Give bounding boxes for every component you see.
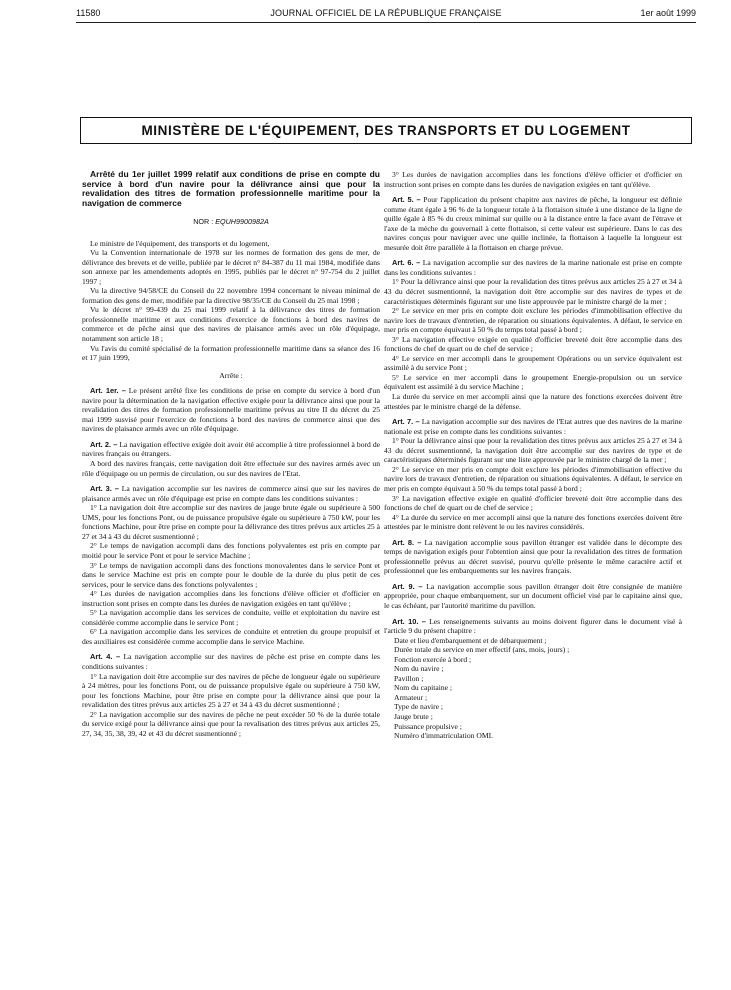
article-paragraph: La durée du service en mer accompli ainsi que la nature des fonctions exercées doivent être attestées par le ministre chargé de la défense.: [384, 392, 682, 411]
issue-date: 1er août 1999: [640, 8, 696, 18]
preamble-line: Vu la Convention internationale de 1978 sur les normes de formation des gens de mer, de délivrance des brevets et de veille, publiée par le décret n° 84-387 du 11 mai 1984, modifiée dans son annexe par les amendements adoptés en 1995, publiés par le décret n° 97-754 du 2 juillet 1997 ;: [82, 248, 380, 286]
preamble-line: Vu l'avis du comité spécialisé de la formation professionnelle maritime dans sa séance des 16 et 17 juin 1999,: [82, 343, 380, 363]
nor-reference: [82, 217, 380, 227]
article-3: [82, 484, 380, 503]
article-label: Art. 3. –: [90, 484, 119, 494]
article-text: La navigation effective exigée doit avoir été accomplie à titre professionnel à bord de navires français ou étrangers.: [82, 439, 380, 459]
article-label: Art. 5. –: [392, 195, 421, 205]
article-item: 3° Le temps de navigation accompli dans des fonctions monovalentes dans le service Pont et dans le service Machine est pris en compte pour le double de la durée du plus petit de ces services, pour le service dans des fonctions polyvalentes ;: [82, 560, 380, 589]
list-item: Date et lieu d'embarquement et de débarquement ;: [394, 635, 547, 645]
article-7: [384, 417, 682, 436]
article-label: Art. 10. –: [392, 616, 426, 626]
article-5: [384, 195, 682, 252]
article-paragraph: A bord des navires français, cette navigation doit être effectuée sur des navires armés avec un rôle d'équipage ou un permis de circulation, ou sur des navires de l'Etat.: [82, 459, 380, 478]
list-item: Nom du navire ;: [394, 664, 444, 674]
article-item: 5° Le service en mer accompli dans le groupement Energie-propulsion ou un service équivalent est assimilé à du service Machine ;: [384, 372, 682, 392]
article-item: 2° Le service en mer pris en compte doit exclure les périodes d'immobilisation effective du navire lors de travaux d'entretien, de réparation ou situations équivalentes. A défaut, le service en mer pris en compte équivaut à 50 % du temps total passé à bord ;: [384, 306, 682, 335]
preamble-line: Le ministre de l'équipement, des transports et du logement,: [90, 238, 270, 248]
article-item: 1° La navigation doit être accomplie sur des navires de pêche de longueur égale ou supérieure à 24 mètres, pour les fonctions Pont, ou de puissance propulsive égale ou supérieure à 750 kW, pour les fonctions Machine, pour être prise en compte pour la délivrance ainsi que pour la revalidation des titres prévus aux articles 25 à 27 et 34 à 43 du décret susmentionné ;: [82, 671, 380, 710]
article-item: 2° La navigation accomplie sur des navires de pêche ne peut excéder 50 % de la durée totale du service exigé pour la délivrance ainsi que pour la revalisation des titres prévus aux articles 25, 27, 34, 35, 38, 39, 42 et 43 du décret susmentionné ;: [82, 709, 380, 738]
article-8: [384, 538, 682, 576]
article-text: La navigation accomplie sur des navires de pêche est prise en compte dans les conditions suivantes :: [82, 652, 380, 671]
article-label: Art. 7. –: [392, 417, 420, 427]
article-label: Art. 1er. –: [90, 386, 126, 396]
article-label: Art. 2. –: [90, 439, 118, 449]
document-fields-list: [384, 636, 682, 741]
article-item: 1° Pour la délivrance ainsi que pour la revalidation des titres prévus aux articles 25 à 27 et 34 à 43 du décret susmentionné, la navigation doit être accomplie sur des navires de type et de caractéristiques déterminés figurant sur une liste approuvée par le ministre chargé de la mer ;: [384, 436, 682, 465]
article-item: 6° La navigation accomplie dans les services de conduite et entretien du groupe propulsif et des auxiliaires est considérée comme accomplie dans le service Machine.: [82, 627, 380, 646]
preamble-line: Vu la directive 94/58/CE du Conseil du 22 novembre 1994 concernant le niveau minimal de formation des gens de mer, modifiée par la directive 98/35/CE du Conseil du 25 mai 1998 ;: [82, 286, 380, 305]
header-rule: [76, 22, 696, 23]
article-item: 4° Le service en mer accompli dans le groupement Opérations ou un service équivalent est assimilé à du service Pont ;: [384, 353, 682, 373]
list-item: Jauge brute ;: [394, 711, 433, 721]
article-label: Art. 8. –: [392, 537, 422, 547]
article-item: 3° Les durées de navigation accomplies dans les fonctions d'élève officier et d'officier en instruction sont prises en compte dans les durées de navigation exigées en tant qu'élève.: [384, 170, 682, 189]
left-column: [82, 170, 380, 738]
nor-value: EQUH9900982A: [215, 217, 269, 226]
list-item: Type de navire ;: [394, 702, 444, 712]
article-item: 2° Le temps de navigation accompli dans des fonctions polyvalentes est pris en compte par moitié pour le service Pont et pour le service Machine ;: [82, 541, 380, 560]
article-label: Art. 9. –: [392, 581, 423, 591]
article-2: [82, 440, 380, 459]
article-10: [384, 617, 682, 636]
article-item: 5° La navigation accomplie dans les services de conduite, veille et exploitation du navire est considérée comme accomplie dans le service Pont ;: [82, 608, 380, 627]
article-text: Les renseignements suivants au moins doivent figurer dans le document visé à l'article 9 du présent chapitre :: [384, 616, 682, 636]
list-item: Durée totale du service en mer effectif (ans, mois, jours) ;: [394, 645, 570, 655]
article-4: [82, 652, 380, 671]
article-text: Pour l'application du présent chapitre aux navires de pêche, la longueur est définie comme étant égale à 96 % de la longueur totale à la flottaison située à une distance de la ligne de quille égale à 85 % du creux minimal sur quille ou à la distance entre la face avant de l'étrave et l'axe de la mèche du gouvernail à cette flottaison, si cette valeur est supérieure. Dans le cas des navires conçus pour naviguer avec une quille inclinée, la flottaison à laquelle la longueur est mesurée doit être parallèle à la flottaison en charge prévue.: [384, 195, 682, 252]
article-item: 3° La navigation effective exigée en qualité d'officier breveté doit être accomplie dans des fonctions de chef de quart ou de chef de service ;: [384, 493, 682, 513]
article-6: [384, 258, 682, 277]
article-text: La navigation accomplie sur les navires de commerce ainsi que sur les navires de plaisance armés avec un rôle d'équipage est prise en compte dans les conditions suivantes :: [82, 484, 380, 503]
article-text: La navigation accomplie sous pavillon étranger doit être consignée de manière appropriée, pour chaque embarquement, sur un document officiel visé par le capitaine ainsi que, le cas échéant, par l'autorité maritime du pavillon.: [384, 581, 683, 610]
article-text: La navigation accomplie sur des navires de l'Etat autres que des navires de la marine nationale est prise en compte dans les conditions suivantes :: [384, 417, 682, 436]
article-label: Art. 6. –: [392, 258, 421, 268]
article-text: La navigation accomplie sur des navires de la marine nationale est prise en compte dans les conditions suivantes :: [384, 258, 683, 277]
page-number: 11580: [76, 8, 101, 18]
list-item: Numéro d'immatriculation OMI.: [394, 731, 494, 741]
preamble-line: Vu le décret n° 99-439 du 25 mai 1999 relatif à la délivrance des titres de formation professionnelle maritime et aux conditions d'exercice de fonctions à bord des navires de commerce et de pêche ainsi que des navires de plaisance armés avec un rôle d'équipage, notamment son article 18 ;: [82, 305, 380, 344]
article-text: Le présent arrêté fixe les conditions de prise en compte du service à bord d'un navire pour la détermination de la navigation effective exigée pour la délivrance ainsi que pour la revalidation des titres de formation professionnelle maritime prévus au titre II du décret du 25 mai 1999 susvisé pour l'exercice de fonctions à bord des navires de commerce ainsi que des navires de plaisance armés avec un rôle d'équipage.: [82, 386, 380, 434]
article-text: La navigation accomplie sous pavillon étranger est validée dans le décompte des temps de navigation exigés pour l'obtention ainsi que pour la revalidation des titres de formation professionnelle prévus au décret susvisé, pourvu qu'elle présente le même caractère actif et professionnel que les embarquements sur les navires français.: [384, 537, 682, 576]
page-header: [76, 8, 696, 22]
decree-title: Arrêté du 1er juillet 1999 relatif aux conditions de prise en compte du service à bord d'un navire pour la délivrance ainsi que pour la revalidation des titres de formation professionnelle maritime pour la navigation de commerce: [82, 169, 380, 208]
list-item: Puissance propulsive ;: [394, 721, 462, 731]
right-column: [384, 170, 682, 741]
list-item: Nom du capitaine ;: [394, 683, 452, 693]
article-9: [384, 582, 682, 611]
article-item: 2° Le service en mer pris en compte doit exclure les périodes d'immobilisation effective du navire lors de travaux d'entretien, de réparation ou situations équivalentes. A défaut, le service en mer pris en compte équivaut à 50 % du temps total passé à bord ;: [384, 464, 682, 493]
article-1: [82, 386, 380, 434]
article-item: 1° La navigation doit être accomplie sur des navires de jauge brute égale ou supérieure à 500 UMS, pour les fonctions Pont, ou de puissance propulsive égale ou supérieure à 750 kW, pour les fonctions Machine, pour être prise en compte pour la délivrance des titres prévus aux articles 25 à 27 et 34 à 43 du décret susmentionné ;: [82, 503, 380, 541]
article-item: 3° La navigation effective exigée en qualité d'officier breveté doit être accomplie dans des fonctions de chef de quart ou de chef de service ;: [384, 334, 682, 354]
list-item: Armateur ;: [394, 692, 428, 702]
journal-title: JOURNAL OFFICIEL DE LA RÉPUBLIQUE FRANÇAISE: [270, 8, 502, 18]
list-item: Fonction exercée à bord ;: [394, 654, 472, 664]
nor-label: NOR :: [193, 217, 214, 226]
article-item: 1° Pour la délivrance ainsi que pour la revalidation des titres prévus aux articles 25 à 27 et 34 à 43 du décret susmentionné, la navigation doit être accomplie sur des navires de types et de caractéristiques déterminés figurant sur une liste approuvée par le ministre chargé de la mer ;: [384, 277, 682, 306]
ministry-banner: MINISTÈRE DE L'ÉQUIPEMENT, DES TRANSPORTS ET DU LOGEMENT: [80, 117, 692, 144]
article-item: 4° La durée du service en mer accompli ainsi que la nature des fonctions exercées doivent être attestées par le ministre dont relèvent le ou les navires considérés.: [384, 512, 682, 532]
article-item: 4° Les durées de navigation accomplies dans les fonctions d'élève officier et d'officier en instruction sont prises en compte dans les durées de navigation exigées en tant qu'élève ;: [82, 589, 380, 608]
article-label: Art. 4. –: [90, 652, 121, 662]
arrete-heading: Arrête :: [219, 370, 243, 380]
list-item: Pavillon ;: [394, 673, 424, 683]
